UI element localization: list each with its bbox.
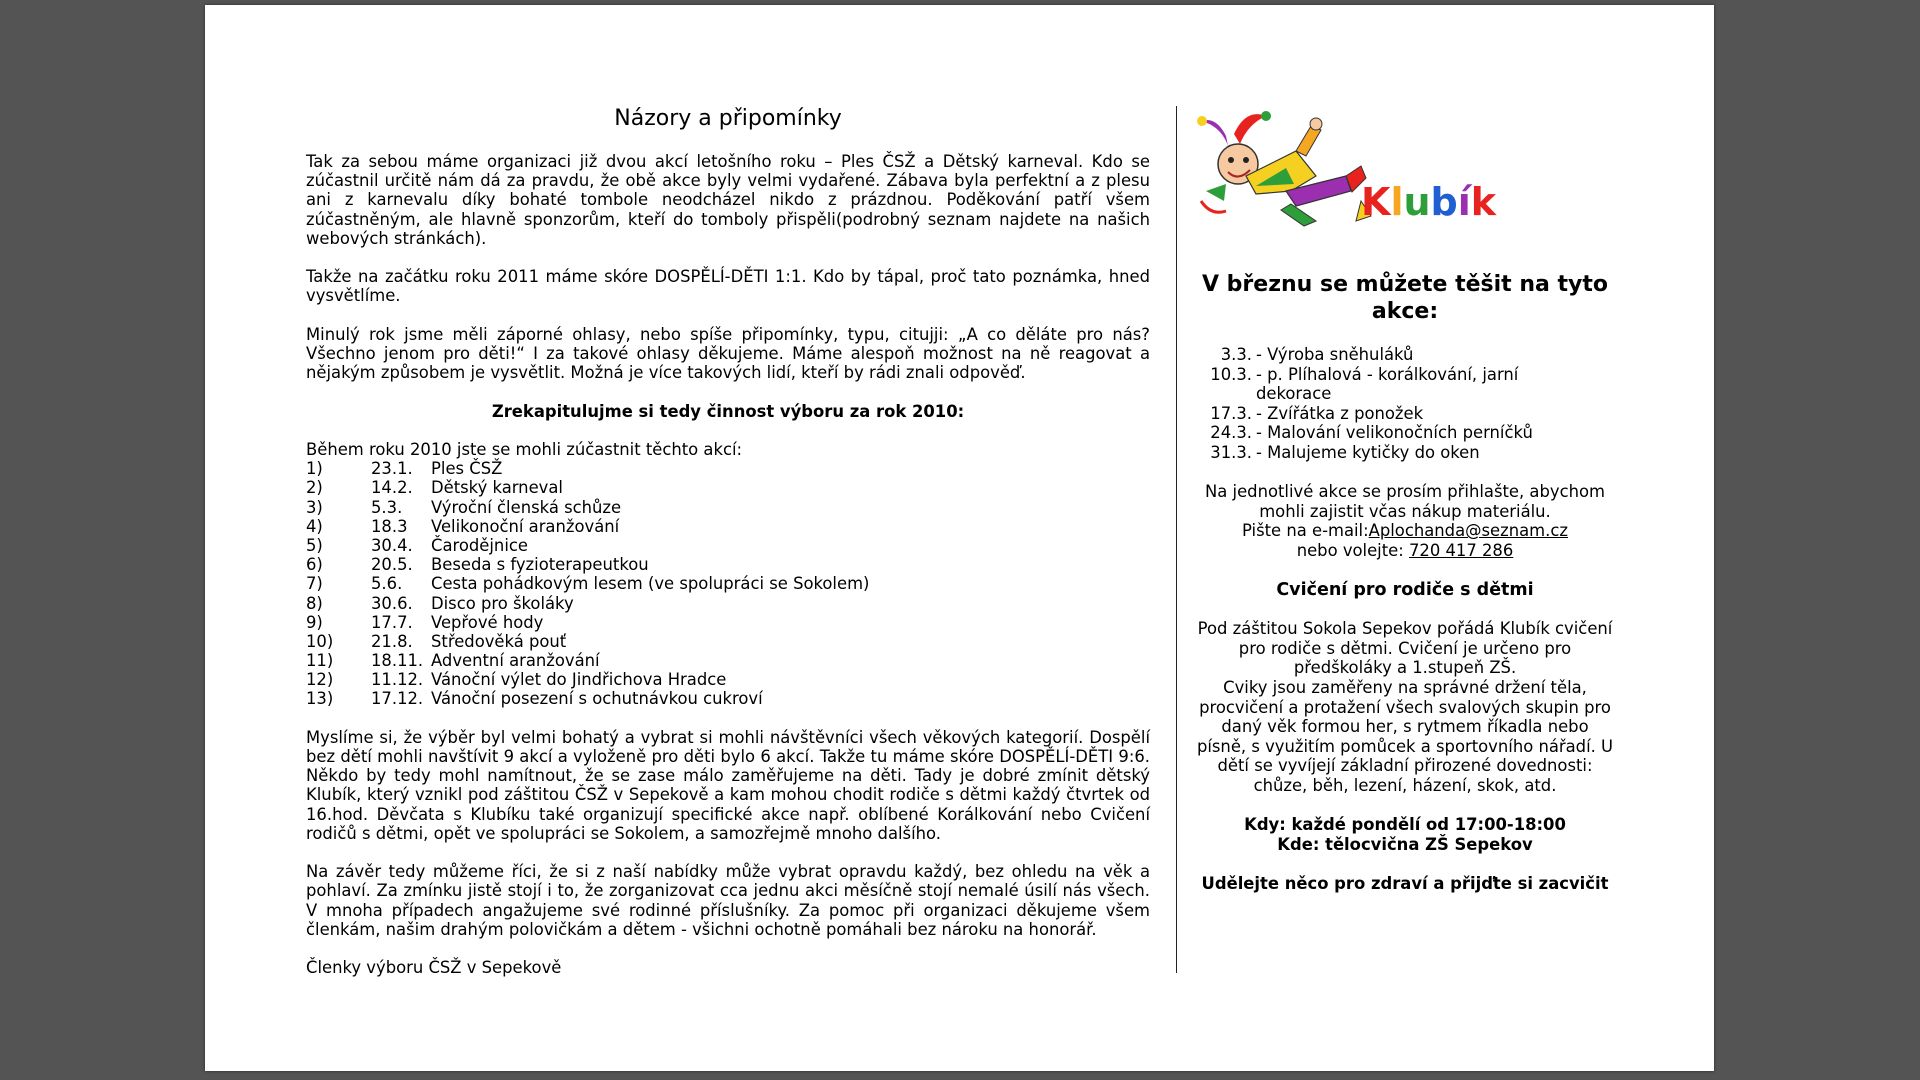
list-item: 31.3. - Malujeme kytičky do oken xyxy=(1210,442,1480,462)
paragraph-3: Minulý rok jsme měli záporné ohlasy, nebo spíše připomínky, typu, citujji: „A co děláte pro nás? Všechno jenom pro děti!“ I za takové ohlasy děkujeme. Máme alespoň možnost na ně reagovat a nějakým způsobem je vysvětlit. Možná je více takových lidí, kteří by rádi znali odpověď. xyxy=(306,324,1150,383)
signup-info xyxy=(1196,482,1614,560)
left-column xyxy=(306,106,1150,977)
list-item: 13) 17.12. Vánoční posezení s ochutnávkou cukroví xyxy=(306,689,763,709)
exercise-heading: Cvičení pro rodiče s dětmi xyxy=(1276,579,1534,600)
events-list xyxy=(306,459,1150,708)
signature: Členky výboru ČSŽ v Sepekově xyxy=(306,958,562,978)
phone-link[interactable]: 720 417 286 xyxy=(1409,540,1514,560)
list-item: 2) 14.2. Dětský karneval xyxy=(306,478,563,498)
list-item: 11) 18.11. Adventní aranžování xyxy=(306,651,600,671)
list-item: 10) 21.8. Středověká pouť xyxy=(306,631,567,651)
paragraph-4: Myslíme si, že výběr byl velmi bohatý a vybrat si mohli návštěvníci všech věkových kategorií. Dospělí bez dětí mohli navštívit 9 akcí a vyloženě pro děti bylo 6 akcí. Takže tu máme skóre DOSPĚLÍ-DĚTI 9:6. Někdo by tedy mohl namítnout, že se zase málo zaměřujeme na děti. Tady je dobré zmínit dětský Klubík, který vznikl pod záštitou ČSŽ v Sepekově a kam mohou chodit rodiče s dětmi každý čtvrtek od 16.hod. Děvčata s Klubíku také organizují specifické akce např. oblíbené Korálkování nebo Cvičení rodičů s dětmi, opět ve spolupráci se Sokolem, a samozřejmě mnoho dalšího. xyxy=(306,727,1150,843)
list-item: 10.3. - p. Plíhalová - korálkování, jarní dekorace xyxy=(1210,364,1519,404)
exercise-text-1: Pod záštitou Sokola Sepekov pořádá Klubík cvičení pro rodiče s dětmi. Cvičení je určeno pro předškoláky a 1.stupeň ZŠ. xyxy=(1197,619,1613,678)
right-column xyxy=(1196,106,1614,893)
closing-line: Udělejte něco pro zdraví a přijďte si zacvičit xyxy=(1201,873,1609,893)
list-item: 4) 18.3 Velikonoční aranžování xyxy=(306,516,620,536)
klubik-logo xyxy=(1196,106,1614,241)
column-divider xyxy=(1176,106,1177,973)
document-page xyxy=(205,5,1714,1071)
where-line: Kde: tělocvična ZŠ Sepekov xyxy=(1277,834,1533,854)
exercise-info xyxy=(1196,619,1614,795)
phone-line: nebo volejte: 720 417 286 xyxy=(1296,540,1514,560)
list-item: 24.3. - Malování velikonočních perníčků xyxy=(1210,423,1533,443)
events-intro: Během roku 2010 jste se mohli zúčastnit těchto akcí: xyxy=(306,439,743,459)
paragraph-5: Na závěr tedy můžeme říci, že si z naší nabídky může vybrat opravdu každý, bez ohledu na věk a pohlaví. Za zmínku jistě stojí i to, že zorganizovat cca jednu akci měsíčně stojí nemalé úsilí nás všech. V mnoha případech angažujeme své rodinné příslušníky. Za pomoc při organizaci děkujeme všem členkám, našim drahým polovičkám a dětem - všichni ochotně pomáhali bez nároku na honorář. xyxy=(306,862,1150,939)
logo-text: Klubík xyxy=(1361,180,1497,224)
list-item: 17.3. - Zvířátka z ponožek xyxy=(1210,403,1424,423)
signup-text: Na jednotlivé akce se prosím přihlašte, abychom mohli zajistit včas nákup materiálu. xyxy=(1205,482,1605,521)
when-line: Kdy: každé pondělí od 17:00-18:00 xyxy=(1244,815,1566,835)
list-item: 3) 5.3. Výroční členská schůze xyxy=(306,497,622,517)
list-item: 3.3. - Výroba sněhuláků xyxy=(1220,345,1414,364)
march-events-list xyxy=(1196,345,1614,463)
email-link[interactable]: Aplochanda@seznam.cz xyxy=(1368,521,1568,541)
email-line: Pište na e-mail:Aplochanda@seznam.cz xyxy=(1242,521,1568,541)
list-item: 1) 23.1. Ples ČSŽ xyxy=(306,459,503,479)
schedule-info xyxy=(1196,815,1614,854)
list-item: 7) 5.6. Cesta pohádkovým lesem (ve spolupráci se Sokolem) xyxy=(306,574,870,594)
paragraph-2: Takže na začátku roku 2011 máme skóre DOSPĚLÍ-DĚTI 1:1. Kdo by tápal, proč tato poznámka, hned vysvětlíme. xyxy=(306,267,1150,306)
list-item: 5) 30.4. Čarodějnice xyxy=(306,535,528,555)
list-item: 6) 20.5. Beseda s fyzioterapeutkou xyxy=(306,555,649,575)
list-item: 12) 11.12. Vánoční výlet do Jindřichova Hradce xyxy=(306,670,727,690)
article-title: Názory a připomínky xyxy=(614,106,842,131)
paragraph-1: Tak za sebou máme organizaci již dvou akcí letošního roku – Ples ČSŽ a Dětský karneval. Kdo se zúčastnil určitě nám dá za pravdu, že obě akce byly velmi vydařené. Zábava byla perfektní a z plesu ani z karnevalu díky bohaté tombole neodcházel nikdo z prázdnou. Poděkování patří všem zúčastněným, ale hlavně sponzorům, kteří do tomboly přispěli(podrobný seznam najdete na našich webových stránkách). xyxy=(306,152,1150,248)
list-item: 9) 17.7. Vepřové hody xyxy=(306,612,544,632)
exercise-text-2: Cviky jsou zaměřeny na správné držení těla, procvičení a protažení všech svalových skupin pro daný věk formou her, s rytmem říkadla nebo písně, s využitím pomůcek a sportovního nářadí. U dětí se vyvíjejí základní přirozené dovednosti: chůze, běh, lezení, házení, skok, atd. xyxy=(1196,677,1614,795)
list-item: 8) 30.6. Disco pro školáky xyxy=(306,593,574,613)
march-heading: V březnu se můžete těšit na tyto akce: xyxy=(1202,272,1608,324)
recap-heading: Zrekapitulujme si tedy činnost výboru za rok 2010: xyxy=(491,401,965,421)
